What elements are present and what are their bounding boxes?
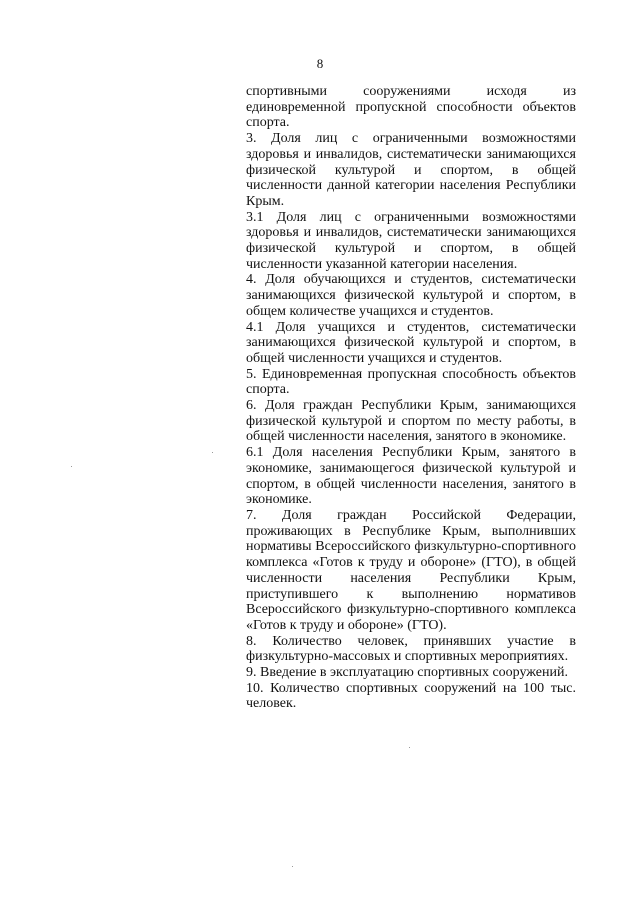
document-body	[246, 84, 576, 712]
paragraph-item-5: 5. Единовременная пропускная способность объектов спорта.	[246, 366, 576, 398]
paragraph-item-3: 3. Доля лиц с ограниченными возможностями здоровья и инвалидов, систематически занимающихся физической культурой и спортом, в общей численности данной категории населения Республики Крым.	[246, 131, 576, 209]
scan-speck	[71, 466, 72, 467]
paragraph-item-10: 10. Количество спортивных сооружений на 100 тыс. человек.	[246, 680, 576, 712]
paragraph-item-7: 7. Доля граждан Российской Федерации, проживающих в Республике Крым, выполнивших нормативы Всероссийского физкультурно-спортивного комплекса «Готов к труду и обороне» (ГТО), в общей численности населения Республики Крым, приступившего к выполнению нормативов Всероссийского физкультурно-спортивного комплекса «Готов к труду и обороне» (ГТО).	[246, 507, 576, 633]
paragraph-continuation: спортивными сооружениями исходя из единовременной пропускной способности объектов спорта.	[246, 84, 576, 131]
scan-speck	[292, 866, 293, 867]
paragraph-item-6: 6. Доля граждан Республики Крым, занимающихся физической культурой и спортом по месту работы, в общей численности населения, занятого в экономике.	[246, 398, 576, 445]
paragraph-item-4-1: 4.1 Доля учащихся и студентов, систематически занимающихся физической культурой и спортом, в общей численности учащихся и студентов.	[246, 319, 576, 366]
scan-speck	[212, 452, 213, 453]
paragraph-item-8: 8. Количество человек, принявших участие в физкультурно-массовых и спортивных мероприятиях.	[246, 633, 576, 665]
page-number: 8	[316, 56, 324, 71]
paragraph-item-4: 4. Доля обучающихся и студентов, систематически занимающихся физической культурой и спортом, в общем количестве учащихся и студентов.	[246, 272, 576, 319]
scan-speck	[409, 747, 410, 748]
paragraph-item-3-1: 3.1 Доля лиц с ограниченными возможностями здоровья и инвалидов, систематически занимающихся физической культурой и спортом, в общей численности указанной категории населения.	[246, 209, 576, 272]
paragraph-item-6-1: 6.1 Доля населения Республики Крым, занятого в экономике, занимающегося физической культурой и спортом, в общей численности населения, занятого в экономике.	[246, 445, 576, 508]
paragraph-item-9: 9. Введение в эксплуатацию спортивных сооружений.	[246, 665, 568, 681]
